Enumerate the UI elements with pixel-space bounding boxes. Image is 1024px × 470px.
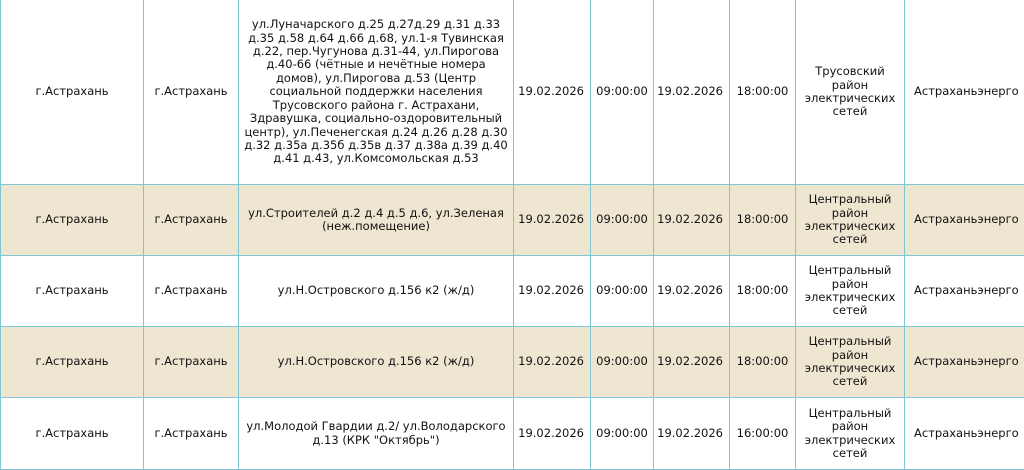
network-cell: Центральный район электрических сетей [796, 185, 905, 256]
end-date-cell: 19.02.2026 [654, 398, 730, 470]
start-date-cell: 19.02.2026 [514, 256, 591, 327]
start-date-cell: 19.02.2026 [514, 185, 591, 256]
start-time-cell: 09:00:00 [591, 256, 654, 327]
settlement-cell: г.Астрахань [144, 398, 239, 470]
end-time-cell: 18:00:00 [730, 0, 796, 185]
table-row [1, 398, 1024, 470]
region-cell: г.Астрахань [1, 0, 144, 185]
address-cell: ул.Молодой Гвардии д.2/ ул.Володарского д.13 (КРК "Октябрь") [239, 398, 514, 470]
company-cell: Астраханьэнерго [905, 0, 1024, 185]
company-cell: Астраханьэнерго [905, 185, 1024, 256]
region-cell: г.Астрахань [1, 185, 144, 256]
network-cell: Трусовский район электрических сетей [796, 0, 905, 185]
address-cell: ул.Строителей д.2 д.4 д.5 д.6, ул.Зеленая (неж.помещение) [239, 185, 514, 256]
company-cell: Астраханьэнерго [905, 327, 1024, 398]
start-time-cell: 09:00:00 [591, 185, 654, 256]
start-date-cell: 19.02.2026 [514, 0, 591, 185]
region-cell: г.Астрахань [1, 398, 144, 470]
network-cell: Центральный район электрических сетей [796, 256, 905, 327]
start-date-cell: 19.02.2026 [514, 327, 591, 398]
end-time-cell: 16:00:00 [730, 398, 796, 470]
address-cell: ул.Луначарского д.25 д.27д.29 д.31 д.33 д.35 д.58 д.64 д.66 д.68, ул.1-я Тувинская д.22, пер.Чугунова д.31-44, ул.Пирогова д.40-66 (чётные и нечётные номера домов), ул.Пирогова д.53 (Центр социальной поддержки населения Трусовского района г. Астрахани, Здравушка, социально-оздоровительный центр), ул.Печенегская д.24 д.26 д.28 д.30 д.32 д.35а д.35б д.35в д.37 д.38а д.39 д.40 д.41 д.43, ул.Комсомольская д.53 [239, 0, 514, 185]
settlement-cell: г.Астрахань [144, 185, 239, 256]
start-time-cell: 09:00:00 [591, 398, 654, 470]
end-date-cell: 19.02.2026 [654, 327, 730, 398]
settlement-cell: г.Астрахань [144, 327, 239, 398]
company-cell: Астраханьэнерго [905, 256, 1024, 327]
end-date-cell: 19.02.2026 [654, 256, 730, 327]
start-time-cell: 09:00:00 [591, 0, 654, 185]
start-time-cell: 09:00:00 [591, 327, 654, 398]
end-date-cell: 19.02.2026 [654, 0, 730, 185]
end-date-cell: 19.02.2026 [654, 185, 730, 256]
company-cell: Астраханьэнерго [905, 398, 1024, 470]
table-row [1, 327, 1024, 398]
table-row [1, 0, 1024, 185]
end-time-cell: 18:00:00 [730, 327, 796, 398]
network-cell: Центральный район электрических сетей [796, 398, 905, 470]
table-row [1, 185, 1024, 256]
settlement-cell: г.Астрахань [144, 256, 239, 327]
region-cell: г.Астрахань [1, 327, 144, 398]
address-cell: ул.Н.Островского д.156 к2 (ж/д) [239, 256, 514, 327]
end-time-cell: 18:00:00 [730, 256, 796, 327]
network-cell: Центральный район электрических сетей [796, 327, 905, 398]
region-cell: г.Астрахань [1, 256, 144, 327]
end-time-cell: 18:00:00 [730, 185, 796, 256]
settlement-cell: г.Астрахань [144, 0, 239, 185]
table-row [1, 256, 1024, 327]
start-date-cell: 19.02.2026 [514, 398, 591, 470]
address-cell: ул.Н.Островского д.156 к2 (ж/д) [239, 327, 514, 398]
